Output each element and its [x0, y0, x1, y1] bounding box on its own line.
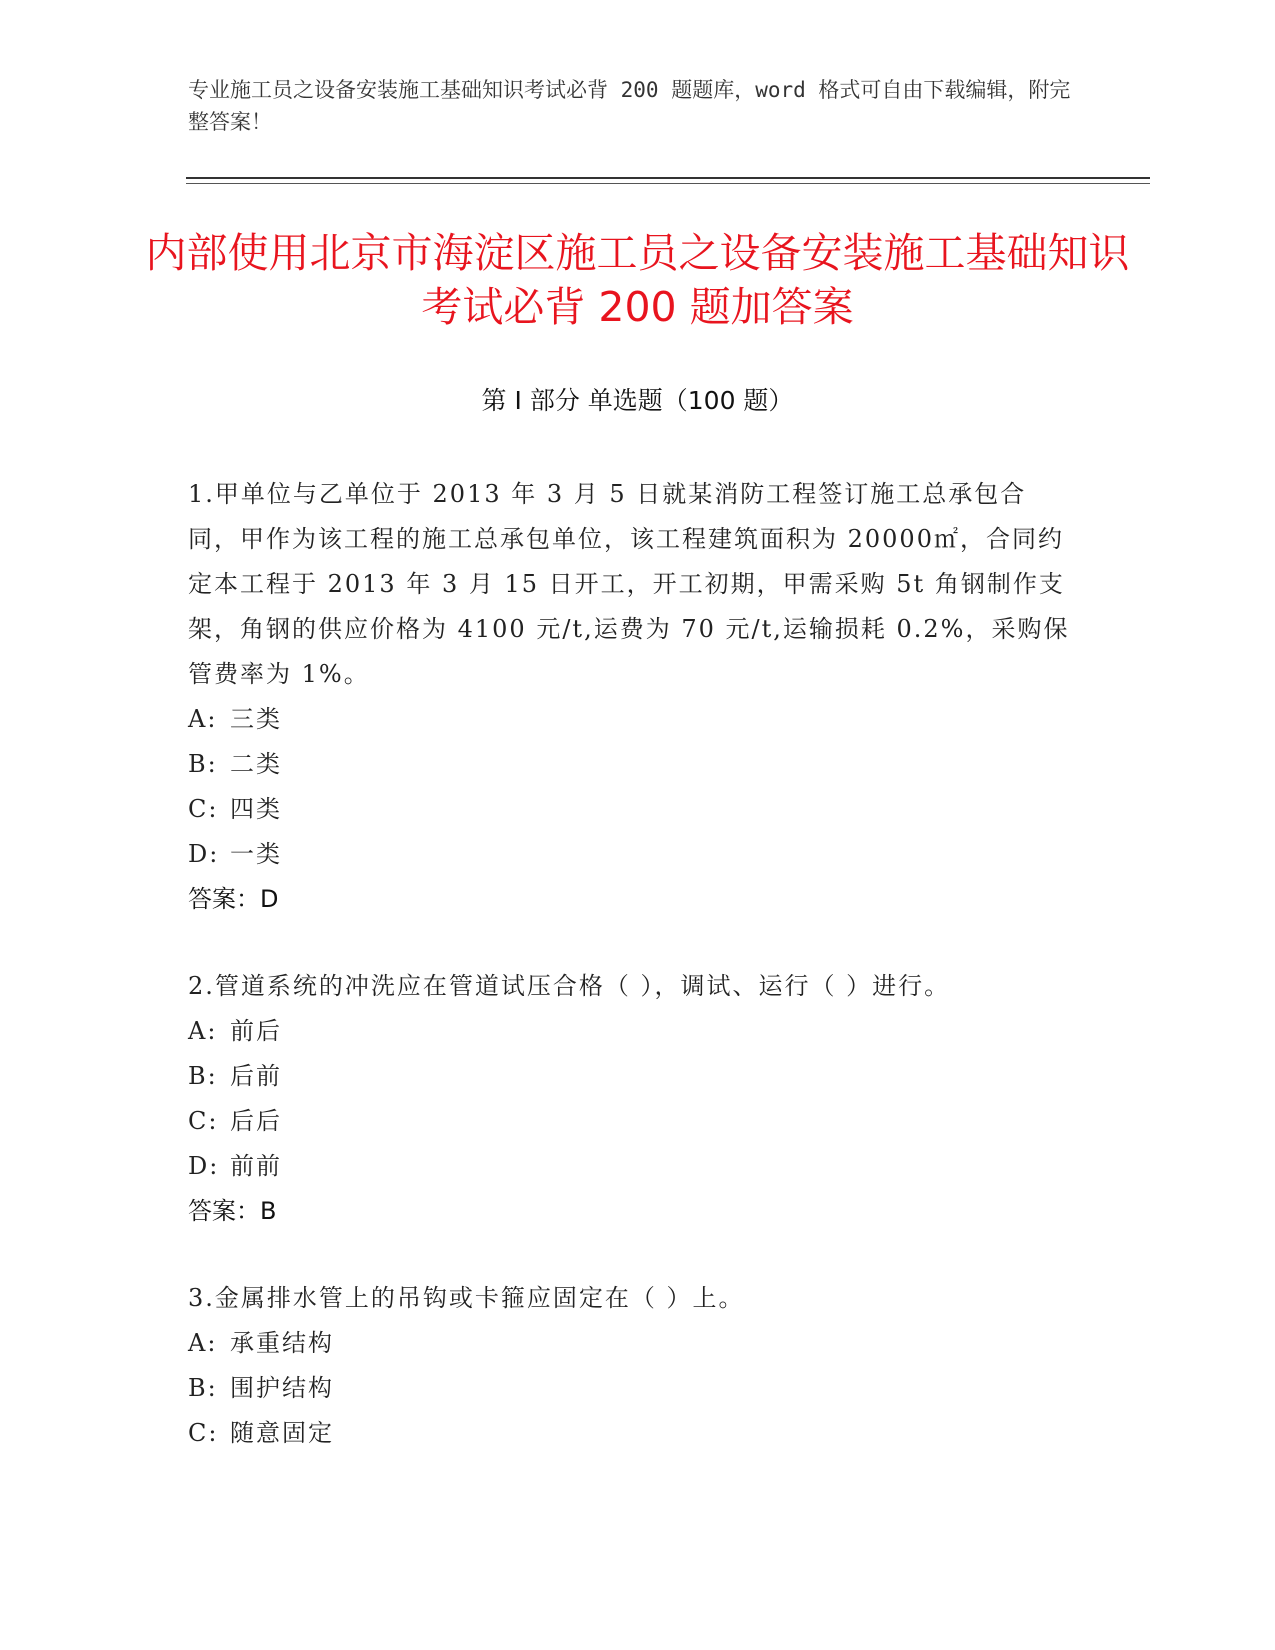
question-option: [188, 697, 1078, 742]
question-option: [188, 1411, 1078, 1456]
option-letter: C:: [188, 1419, 219, 1447]
question-item: [188, 1276, 1078, 1456]
option-text: 三类: [230, 705, 282, 733]
header-rule-thin: [186, 183, 1150, 184]
header-note: 专业施工员之设备安装施工基础知识考试必背 200 题题库，word 格式可自由下载编辑，附完整答案！: [188, 78, 1071, 134]
question-item: [188, 964, 1078, 1234]
option-letter: A:: [188, 1329, 218, 1357]
option-letter: B:: [188, 1062, 218, 1090]
question-stem: 3.金属排水管上的吊钩或卡箍应固定在（ ）上。: [188, 1284, 745, 1312]
option-text: 四类: [230, 795, 282, 823]
header-rule-thick: [186, 177, 1150, 179]
option-letter: D:: [188, 1152, 220, 1180]
option-text: 围护结构: [230, 1374, 334, 1402]
option-text: 前后: [230, 1017, 282, 1045]
question-option: [188, 787, 1078, 832]
option-letter: B:: [188, 750, 218, 778]
question-option: [188, 1321, 1078, 1366]
question-answer: 答案：D: [188, 885, 279, 913]
option-text: 前前: [230, 1152, 282, 1180]
option-letter: A:: [188, 705, 218, 733]
option-letter: D:: [188, 840, 220, 868]
option-text: 后后: [230, 1107, 282, 1135]
option-text: 二类: [230, 750, 282, 778]
section-title: 第 I 部分 单选题（100 题）: [481, 386, 794, 415]
option-letter: A:: [188, 1017, 218, 1045]
question-stem: 2.管道系统的冲洗应在管道试压合格（ ），调试、运行（ ）进行。: [188, 972, 951, 1000]
option-letter: C:: [188, 1107, 219, 1135]
question-option: [188, 1099, 1078, 1144]
option-letter: B:: [188, 1374, 218, 1402]
question-option: [188, 832, 1078, 877]
option-text: 承重结构: [230, 1329, 334, 1357]
option-text: 随意固定: [230, 1419, 334, 1447]
question-answer: 答案：B: [188, 1197, 277, 1225]
question-option: [188, 1144, 1078, 1189]
question-stem: 1.甲单位与乙单位于 2013 年 3 月 5 日就某消防工程签订施工总承包合同，甲作为该工程的施工总承包单位，该工程建筑面积为 20000㎡，合同约定本工程于 2013 年 3 月 15 日开工，开工初期，甲需采购 5t 角钢制作支架，角钢的供应价格为 4100 元/t,运费为 70 元/t,运输损耗 0.2%，采购保管费率为 1%。: [188, 480, 1070, 688]
option-text: 后前: [230, 1062, 282, 1090]
question-option: [188, 1009, 1078, 1054]
question-list: [188, 472, 1078, 1498]
option-text: 一类: [230, 840, 282, 868]
question-option: [188, 742, 1078, 787]
option-letter: C:: [188, 795, 219, 823]
question-option: [188, 1366, 1078, 1411]
document-title: 内部使用北京市海淀区施工员之设备安装施工基础知识考试必背 200 题加答案: [145, 229, 1130, 331]
question-item: [188, 472, 1078, 922]
question-option: [188, 1054, 1078, 1099]
